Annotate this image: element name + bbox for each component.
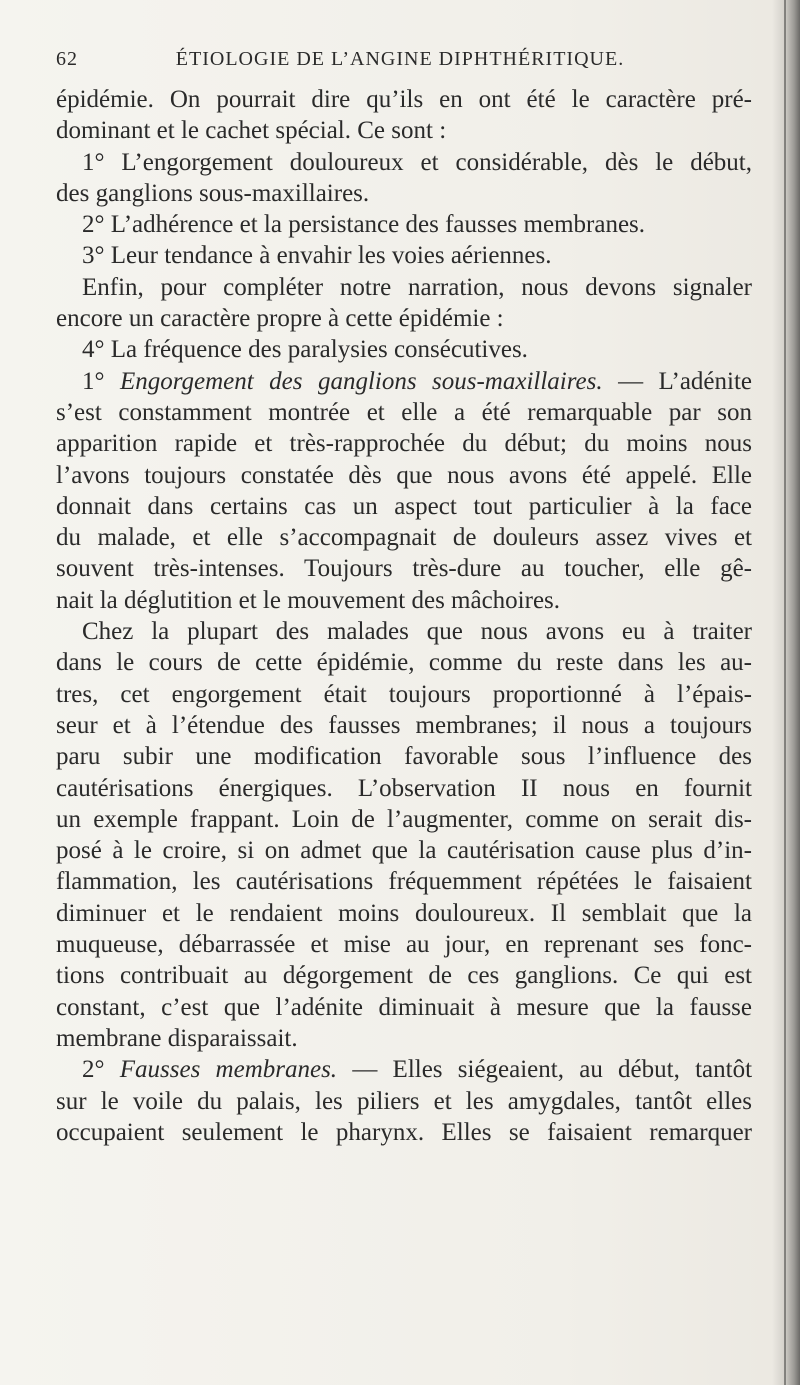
text-line: flammation, les cautérisations fréquemment répétées le faisaient <box>56 868 752 896</box>
section-heading: Engorgement des ganglions sous-maxillaires. <box>119 367 603 395</box>
text-line: un exemple frappant. Loin de l’augmenter, comme on serait dis- <box>56 805 752 833</box>
text-line: sur le voile du palais, les piliers et les amygdales, tantôt elles <box>56 1087 752 1115</box>
text-line: tions contribuait au dégorgement de ces ganglions. Ce qui est <box>56 962 752 990</box>
running-title: ÉTIOLOGIE DE L’ANGINE DIPHTHÉRITIQUE. <box>175 48 625 70</box>
text-line: l’avons toujours constatée dès que nous avons été appelé. Elle <box>56 461 752 489</box>
text-line: donnait dans certains cas un aspect tout particulier à la face <box>56 492 752 520</box>
text-line: diminuer et le rendaient moins douloureux. Il semblait que la <box>56 899 752 927</box>
binding-shadow <box>772 0 800 1385</box>
section-heading-rest: — Elles siégeaient, au début, tantôt <box>352 1056 753 1084</box>
text-line: seur et à l’étendue des fausses membranes; il nous a toujours <box>56 711 752 739</box>
text-line: s’est constamment montrée et elle a été remarquable par son <box>56 398 752 426</box>
text-line: apparition rapide et très-rapprochée du début; du moins nous <box>56 430 752 458</box>
text-line: cautérisations énergiques. L’observation II nous en fournit <box>56 774 752 802</box>
page-header <box>56 48 736 88</box>
text-line: du malade, et elle s’accompagnait de douleurs assez vives et <box>56 524 752 552</box>
text-line: 2° L’adhérence et la persistance des fausses membranes. <box>82 211 646 239</box>
text-line: encore un caractère propre à cette épidémie : <box>56 305 504 333</box>
section-number: 2° <box>82 1056 105 1084</box>
text-line: membrane disparaissait. <box>56 1024 298 1052</box>
text-line: constant, c’est que l’adénite diminuait à mesure que la fausse <box>56 993 752 1021</box>
text-line: muqueuse, débarrassée et mise au jour, en reprenant ses fonc- <box>56 931 752 959</box>
text-line: 3° Leur tendance à envahir les voies aériennes. <box>82 242 552 270</box>
body-text <box>56 84 752 1148</box>
page-number: 62 <box>56 48 78 70</box>
text-line: tres, cet engorgement était toujours proportionné à l’épais- <box>56 680 752 708</box>
text-line: paru subir une modification favorable sous l’influence des <box>56 743 752 771</box>
text-line: des ganglions sous-maxillaires. <box>56 179 370 207</box>
text-line: posé à le croire, si on admet que la cautérisation cause plus d’in- <box>56 837 752 865</box>
text-line: Enfin, pour compléter notre narration, nous devons signaler <box>82 273 752 301</box>
text-line: dans le cours de cette épidémie, comme du reste dans les au- <box>56 649 752 677</box>
text-line: occupaient seulement le pharynx. Elles se faisaient remarquer <box>56 1118 752 1146</box>
text-line: dominant et le cachet spécial. Ce sont : <box>56 117 447 145</box>
text-line: nait la déglutition et le mouvement des mâchoires. <box>56 586 561 614</box>
text-line: 1° L’engorgement douloureux et considérable, dès le début, <box>82 148 752 176</box>
text-line: souvent très-intenses. Toujours très-dure au toucher, elle gê- <box>56 555 752 583</box>
section-heading-line <box>56 366 752 397</box>
section-heading: Fausses membranes. <box>119 1056 338 1084</box>
text-line: 4° La fréquence des paralysies consécutives. <box>82 336 528 364</box>
section-heading-line <box>56 1054 752 1085</box>
section-number: 1° <box>82 367 105 395</box>
text-line: Chez la plupart des malades que nous avons eu à traiter <box>82 618 752 646</box>
section-heading-rest: — L’adénite <box>618 367 752 395</box>
text-line: épidémie. On pourrait dire qu’ils en ont été le caractère pré- <box>56 86 752 113</box>
